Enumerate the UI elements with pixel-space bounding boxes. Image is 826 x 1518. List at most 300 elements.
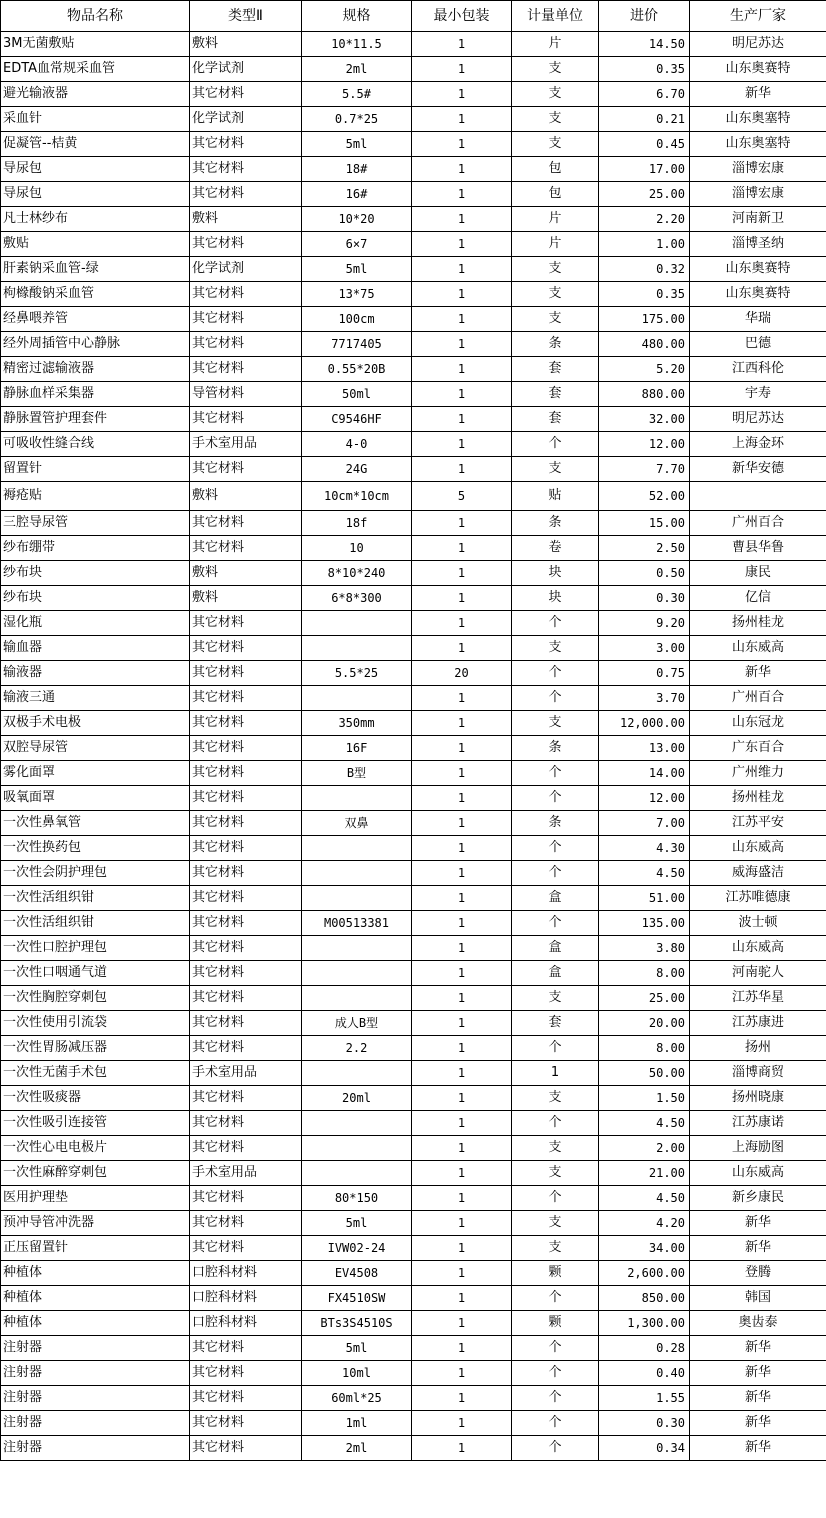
cell-type: 化学试剂 bbox=[190, 107, 302, 132]
cell-type: 化学试剂 bbox=[190, 257, 302, 282]
cell-unit: 颗 bbox=[512, 1261, 599, 1286]
cell-minpack: 1 bbox=[412, 711, 512, 736]
cell-minpack: 1 bbox=[412, 82, 512, 107]
cell-manufacturer: 扬州 bbox=[690, 1036, 826, 1061]
cell-unit: 片 bbox=[512, 32, 599, 57]
cell-unit: 个 bbox=[512, 786, 599, 811]
cell-spec: 16# bbox=[302, 182, 412, 207]
cell-type: 敷料 bbox=[190, 586, 302, 611]
header-name: 物品名称 bbox=[1, 1, 190, 32]
cell-manufacturer: 淄博圣纳 bbox=[690, 232, 826, 257]
cell-spec: 350mm bbox=[302, 711, 412, 736]
table-row bbox=[1, 82, 826, 107]
cell-manufacturer: 江苏康进 bbox=[690, 1011, 826, 1036]
cell-spec: 5.5# bbox=[302, 82, 412, 107]
cell-name: 输血器 bbox=[1, 636, 190, 661]
table-row bbox=[1, 936, 826, 961]
cell-name: 输液器 bbox=[1, 661, 190, 686]
cell-manufacturer: 华瑞 bbox=[690, 307, 826, 332]
cell-manufacturer: 新乡康民 bbox=[690, 1186, 826, 1211]
cell-name: 一次性口咽通气道 bbox=[1, 961, 190, 986]
cell-type: 其它材料 bbox=[190, 282, 302, 307]
cell-unit: 卷 bbox=[512, 536, 599, 561]
cell-unit: 套 bbox=[512, 407, 599, 432]
cell-name: 一次性鼻氧管 bbox=[1, 811, 190, 836]
cell-price: 1.55 bbox=[599, 1386, 690, 1411]
cell-manufacturer: 河南驼人 bbox=[690, 961, 826, 986]
table-row bbox=[1, 307, 826, 332]
cell-type: 其它材料 bbox=[190, 786, 302, 811]
cell-manufacturer: 曹县华鲁 bbox=[690, 536, 826, 561]
cell-spec: 10 bbox=[302, 536, 412, 561]
table-row bbox=[1, 1236, 826, 1261]
cell-name: 一次性胸腔穿刺包 bbox=[1, 986, 190, 1011]
cell-unit: 套 bbox=[512, 382, 599, 407]
cell-name: 注射器 bbox=[1, 1361, 190, 1386]
cell-name: 一次性吸引连接管 bbox=[1, 1111, 190, 1136]
cell-price: 6.70 bbox=[599, 82, 690, 107]
cell-spec: 1ml bbox=[302, 1411, 412, 1436]
cell-price: 4.50 bbox=[599, 861, 690, 886]
cell-spec bbox=[302, 611, 412, 636]
cell-unit: 个 bbox=[512, 1361, 599, 1386]
cell-name: 种植体 bbox=[1, 1261, 190, 1286]
cell-name: 注射器 bbox=[1, 1336, 190, 1361]
cell-manufacturer: 淄博宏康 bbox=[690, 157, 826, 182]
cell-unit: 个 bbox=[512, 861, 599, 886]
cell-manufacturer: 扬州桂龙 bbox=[690, 611, 826, 636]
cell-minpack: 20 bbox=[412, 661, 512, 686]
cell-name: 湿化瓶 bbox=[1, 611, 190, 636]
cell-price: 12,000.00 bbox=[599, 711, 690, 736]
cell-unit: 个 bbox=[512, 1111, 599, 1136]
table-row bbox=[1, 57, 826, 82]
table-row bbox=[1, 761, 826, 786]
cell-spec bbox=[302, 686, 412, 711]
table-row bbox=[1, 232, 826, 257]
cell-type: 其它材料 bbox=[190, 157, 302, 182]
cell-manufacturer: 河南新卫 bbox=[690, 207, 826, 232]
cell-name: 注射器 bbox=[1, 1436, 190, 1461]
cell-price: 12.00 bbox=[599, 786, 690, 811]
cell-price: 0.34 bbox=[599, 1436, 690, 1461]
cell-minpack: 1 bbox=[412, 307, 512, 332]
cell-spec: 成人B型 bbox=[302, 1011, 412, 1036]
cell-spec bbox=[302, 636, 412, 661]
cell-minpack: 1 bbox=[412, 1286, 512, 1311]
table-row bbox=[1, 736, 826, 761]
cell-type: 其它材料 bbox=[190, 1011, 302, 1036]
cell-type: 其它材料 bbox=[190, 1236, 302, 1261]
cell-manufacturer: 新华 bbox=[690, 1361, 826, 1386]
table-row bbox=[1, 511, 826, 536]
cell-unit: 块 bbox=[512, 586, 599, 611]
cell-manufacturer: 威海盛洁 bbox=[690, 861, 826, 886]
cell-spec: 10*11.5 bbox=[302, 32, 412, 57]
cell-manufacturer: 淄博宏康 bbox=[690, 182, 826, 207]
cell-type: 其它材料 bbox=[190, 1336, 302, 1361]
cell-minpack: 1 bbox=[412, 1261, 512, 1286]
cell-price: 0.21 bbox=[599, 107, 690, 132]
cell-price: 850.00 bbox=[599, 1286, 690, 1311]
cell-name: 一次性心电电极片 bbox=[1, 1136, 190, 1161]
cell-name: 3M无菌敷贴 bbox=[1, 32, 190, 57]
cell-type: 手术室用品 bbox=[190, 432, 302, 457]
cell-price: 0.40 bbox=[599, 1361, 690, 1386]
cell-type: 其它材料 bbox=[190, 861, 302, 886]
cell-price: 1.00 bbox=[599, 232, 690, 257]
cell-manufacturer: 山东奥赛特 bbox=[690, 282, 826, 307]
cell-unit: 支 bbox=[512, 1161, 599, 1186]
cell-type: 其它材料 bbox=[190, 1111, 302, 1136]
table-row bbox=[1, 382, 826, 407]
cell-unit: 支 bbox=[512, 711, 599, 736]
cell-name: 褥疮贴 bbox=[1, 482, 190, 511]
cell-manufacturer: 康民 bbox=[690, 561, 826, 586]
cell-type: 口腔科材料 bbox=[190, 1286, 302, 1311]
table-row bbox=[1, 482, 826, 511]
table-row bbox=[1, 407, 826, 432]
cell-spec: 10ml bbox=[302, 1361, 412, 1386]
cell-unit: 片 bbox=[512, 207, 599, 232]
cell-minpack: 1 bbox=[412, 107, 512, 132]
cell-type: 其它材料 bbox=[190, 357, 302, 382]
table-row bbox=[1, 686, 826, 711]
cell-manufacturer: 新华 bbox=[690, 82, 826, 107]
cell-type: 其它材料 bbox=[190, 332, 302, 357]
cell-unit: 颗 bbox=[512, 1311, 599, 1336]
cell-minpack: 1 bbox=[412, 1161, 512, 1186]
table-row bbox=[1, 157, 826, 182]
cell-unit: 支 bbox=[512, 1211, 599, 1236]
cell-minpack: 1 bbox=[412, 811, 512, 836]
cell-unit: 支 bbox=[512, 1136, 599, 1161]
cell-manufacturer: 新华 bbox=[690, 1336, 826, 1361]
cell-manufacturer: 新华 bbox=[690, 1211, 826, 1236]
cell-manufacturer: 扬州桂龙 bbox=[690, 786, 826, 811]
cell-price: 0.32 bbox=[599, 257, 690, 282]
cell-unit: 支 bbox=[512, 282, 599, 307]
cell-unit: 套 bbox=[512, 1011, 599, 1036]
cell-type: 其它材料 bbox=[190, 1436, 302, 1461]
cell-unit: 包 bbox=[512, 182, 599, 207]
cell-type: 手术室用品 bbox=[190, 1161, 302, 1186]
cell-name: 纱布块 bbox=[1, 561, 190, 586]
header-row bbox=[1, 1, 826, 32]
table-row bbox=[1, 1036, 826, 1061]
cell-price: 3.00 bbox=[599, 636, 690, 661]
cell-minpack: 1 bbox=[412, 1111, 512, 1136]
cell-type: 其它材料 bbox=[190, 611, 302, 636]
cell-manufacturer: 江苏平安 bbox=[690, 811, 826, 836]
cell-price: 34.00 bbox=[599, 1236, 690, 1261]
cell-price: 2,600.00 bbox=[599, 1261, 690, 1286]
cell-name: 纱布绷带 bbox=[1, 536, 190, 561]
cell-price: 4.50 bbox=[599, 1186, 690, 1211]
cell-minpack: 1 bbox=[412, 961, 512, 986]
cell-unit: 块 bbox=[512, 561, 599, 586]
cell-minpack: 1 bbox=[412, 1136, 512, 1161]
cell-price: 12.00 bbox=[599, 432, 690, 457]
cell-minpack: 1 bbox=[412, 1036, 512, 1061]
cell-spec: 5ml bbox=[302, 1336, 412, 1361]
table-row bbox=[1, 711, 826, 736]
cell-type: 敷料 bbox=[190, 561, 302, 586]
cell-name: 医用护理垫 bbox=[1, 1186, 190, 1211]
cell-name: 一次性会阴护理包 bbox=[1, 861, 190, 886]
cell-spec bbox=[302, 836, 412, 861]
table-row bbox=[1, 861, 826, 886]
cell-spec: 0.55*20B bbox=[302, 357, 412, 382]
cell-minpack: 1 bbox=[412, 911, 512, 936]
cell-price: 1,300.00 bbox=[599, 1311, 690, 1336]
cell-unit: 条 bbox=[512, 811, 599, 836]
cell-spec bbox=[302, 986, 412, 1011]
cell-price: 25.00 bbox=[599, 986, 690, 1011]
cell-name: 种植体 bbox=[1, 1311, 190, 1336]
cell-price: 0.28 bbox=[599, 1336, 690, 1361]
cell-spec: 4-0 bbox=[302, 432, 412, 457]
cell-minpack: 1 bbox=[412, 182, 512, 207]
cell-type: 其它材料 bbox=[190, 1036, 302, 1061]
cell-minpack: 1 bbox=[412, 786, 512, 811]
cell-minpack: 1 bbox=[412, 332, 512, 357]
cell-spec bbox=[302, 1136, 412, 1161]
cell-name: 种植体 bbox=[1, 1286, 190, 1311]
cell-minpack: 1 bbox=[412, 1436, 512, 1461]
cell-name: 留置针 bbox=[1, 457, 190, 482]
cell-minpack: 1 bbox=[412, 1236, 512, 1261]
cell-unit: 支 bbox=[512, 82, 599, 107]
cell-minpack: 1 bbox=[412, 457, 512, 482]
cell-unit: 个 bbox=[512, 761, 599, 786]
cell-minpack: 1 bbox=[412, 1086, 512, 1111]
cell-unit: 条 bbox=[512, 511, 599, 536]
cell-name: 经外周插管中心静脉 bbox=[1, 332, 190, 357]
cell-price: 7.00 bbox=[599, 811, 690, 836]
cell-manufacturer: 山东奥赛特 bbox=[690, 257, 826, 282]
table-row bbox=[1, 282, 826, 307]
cell-manufacturer: 山东威高 bbox=[690, 636, 826, 661]
cell-minpack: 1 bbox=[412, 561, 512, 586]
table-row bbox=[1, 786, 826, 811]
cell-price: 4.50 bbox=[599, 1111, 690, 1136]
cell-name: 吸氧面罩 bbox=[1, 786, 190, 811]
cell-manufacturer: 新华 bbox=[690, 1411, 826, 1436]
cell-spec: 50ml bbox=[302, 382, 412, 407]
cell-spec: 60ml*25 bbox=[302, 1386, 412, 1411]
cell-name: 一次性使用引流袋 bbox=[1, 1011, 190, 1036]
cell-type: 敷料 bbox=[190, 207, 302, 232]
cell-spec: FX4510SW bbox=[302, 1286, 412, 1311]
cell-unit: 个 bbox=[512, 1186, 599, 1211]
cell-spec: 80*150 bbox=[302, 1186, 412, 1211]
cell-price: 8.00 bbox=[599, 961, 690, 986]
cell-spec: C9546HF bbox=[302, 407, 412, 432]
cell-price: 135.00 bbox=[599, 911, 690, 936]
cell-unit: 个 bbox=[512, 1286, 599, 1311]
cell-unit: 支 bbox=[512, 986, 599, 1011]
cell-type: 其它材料 bbox=[190, 661, 302, 686]
cell-minpack: 1 bbox=[412, 1336, 512, 1361]
cell-minpack: 1 bbox=[412, 611, 512, 636]
cell-manufacturer: 新华安德 bbox=[690, 457, 826, 482]
cell-unit: 条 bbox=[512, 332, 599, 357]
cell-name: 一次性活组织钳 bbox=[1, 911, 190, 936]
cell-price: 20.00 bbox=[599, 1011, 690, 1036]
cell-minpack: 1 bbox=[412, 861, 512, 886]
cell-name: 纱布块 bbox=[1, 586, 190, 611]
cell-type: 其它材料 bbox=[190, 1211, 302, 1236]
cell-name: 一次性麻醉穿刺包 bbox=[1, 1161, 190, 1186]
cell-price: 52.00 bbox=[599, 482, 690, 511]
cell-minpack: 1 bbox=[412, 1311, 512, 1336]
cell-price: 4.30 bbox=[599, 836, 690, 861]
cell-unit: 盒 bbox=[512, 936, 599, 961]
cell-spec: 5.5*25 bbox=[302, 661, 412, 686]
table-row bbox=[1, 1386, 826, 1411]
cell-type: 化学试剂 bbox=[190, 57, 302, 82]
cell-name: 肝素钠采血管-绿 bbox=[1, 257, 190, 282]
table-row bbox=[1, 432, 826, 457]
cell-manufacturer: 广州百合 bbox=[690, 511, 826, 536]
cell-price: 0.45 bbox=[599, 132, 690, 157]
cell-manufacturer: 山东威高 bbox=[690, 1161, 826, 1186]
cell-price: 32.00 bbox=[599, 407, 690, 432]
cell-type: 其它材料 bbox=[190, 1086, 302, 1111]
table-row bbox=[1, 561, 826, 586]
cell-name: 导尿包 bbox=[1, 182, 190, 207]
cell-unit: 片 bbox=[512, 232, 599, 257]
cell-spec bbox=[302, 936, 412, 961]
cell-name: 一次性口腔护理包 bbox=[1, 936, 190, 961]
cell-name: 经鼻喂养管 bbox=[1, 307, 190, 332]
cell-unit: 支 bbox=[512, 57, 599, 82]
cell-manufacturer: 江苏康诺 bbox=[690, 1111, 826, 1136]
cell-spec bbox=[302, 1111, 412, 1136]
cell-unit: 盒 bbox=[512, 961, 599, 986]
cell-manufacturer: 新华 bbox=[690, 1436, 826, 1461]
cell-price: 13.00 bbox=[599, 736, 690, 761]
table-row bbox=[1, 1261, 826, 1286]
cell-price: 50.00 bbox=[599, 1061, 690, 1086]
cell-type: 其它材料 bbox=[190, 132, 302, 157]
table-row bbox=[1, 536, 826, 561]
cell-manufacturer: 江西科伦 bbox=[690, 357, 826, 382]
cell-spec bbox=[302, 1161, 412, 1186]
cell-price: 1.50 bbox=[599, 1086, 690, 1111]
cell-name: 可吸收性缝合线 bbox=[1, 432, 190, 457]
cell-name: 正压留置针 bbox=[1, 1236, 190, 1261]
header-price: 进价 bbox=[599, 1, 690, 32]
cell-manufacturer: 山东奥塞特 bbox=[690, 107, 826, 132]
cell-name: 一次性无菌手术包 bbox=[1, 1061, 190, 1086]
cell-manufacturer: 波士顿 bbox=[690, 911, 826, 936]
cell-minpack: 1 bbox=[412, 232, 512, 257]
cell-minpack: 1 bbox=[412, 1011, 512, 1036]
cell-spec: 18# bbox=[302, 157, 412, 182]
cell-type: 其它材料 bbox=[190, 511, 302, 536]
cell-unit: 盒 bbox=[512, 886, 599, 911]
cell-type: 敷料 bbox=[190, 482, 302, 511]
table-row bbox=[1, 1186, 826, 1211]
cell-name: 精密过滤输液器 bbox=[1, 357, 190, 382]
cell-spec: 10*20 bbox=[302, 207, 412, 232]
table-row bbox=[1, 207, 826, 232]
cell-manufacturer: 明尼苏达 bbox=[690, 32, 826, 57]
cell-spec: EV4508 bbox=[302, 1261, 412, 1286]
cell-unit: 个 bbox=[512, 686, 599, 711]
cell-spec: B型 bbox=[302, 761, 412, 786]
cell-manufacturer: 登腾 bbox=[690, 1261, 826, 1286]
cell-name: 双腔导尿管 bbox=[1, 736, 190, 761]
cell-minpack: 1 bbox=[412, 57, 512, 82]
cell-name: 导尿包 bbox=[1, 157, 190, 182]
table-row bbox=[1, 457, 826, 482]
cell-price: 3.80 bbox=[599, 936, 690, 961]
cell-name: 一次性换药包 bbox=[1, 836, 190, 861]
cell-manufacturer: 宇寿 bbox=[690, 382, 826, 407]
table-row bbox=[1, 32, 826, 57]
cell-spec: 6*8*300 bbox=[302, 586, 412, 611]
cell-name: 一次性活组织钳 bbox=[1, 886, 190, 911]
cell-manufacturer: 上海励图 bbox=[690, 1136, 826, 1161]
cell-price: 0.50 bbox=[599, 561, 690, 586]
cell-type: 其它材料 bbox=[190, 936, 302, 961]
table-row bbox=[1, 811, 826, 836]
cell-spec bbox=[302, 886, 412, 911]
cell-unit: 个 bbox=[512, 611, 599, 636]
table-row bbox=[1, 986, 826, 1011]
table-row bbox=[1, 961, 826, 986]
cell-type: 其它材料 bbox=[190, 1411, 302, 1436]
cell-manufacturer: 亿信 bbox=[690, 586, 826, 611]
cell-spec: 2ml bbox=[302, 57, 412, 82]
cell-type: 其它材料 bbox=[190, 457, 302, 482]
cell-minpack: 1 bbox=[412, 636, 512, 661]
table-row bbox=[1, 182, 826, 207]
cell-price: 3.70 bbox=[599, 686, 690, 711]
table-row bbox=[1, 586, 826, 611]
cell-minpack: 1 bbox=[412, 736, 512, 761]
cell-name: 注射器 bbox=[1, 1386, 190, 1411]
header-type: 类型Ⅱ bbox=[190, 1, 302, 32]
cell-price: 15.00 bbox=[599, 511, 690, 536]
cell-minpack: 1 bbox=[412, 1061, 512, 1086]
table-row bbox=[1, 611, 826, 636]
cell-spec: 6×7 bbox=[302, 232, 412, 257]
cell-unit: 支 bbox=[512, 132, 599, 157]
cell-minpack: 1 bbox=[412, 1386, 512, 1411]
cell-type: 口腔科材料 bbox=[190, 1261, 302, 1286]
table-row bbox=[1, 661, 826, 686]
cell-unit: 贴 bbox=[512, 482, 599, 511]
cell-name: 注射器 bbox=[1, 1411, 190, 1436]
cell-unit: 支 bbox=[512, 457, 599, 482]
cell-type: 其它材料 bbox=[190, 736, 302, 761]
table-row bbox=[1, 1411, 826, 1436]
cell-minpack: 1 bbox=[412, 132, 512, 157]
cell-type: 其它材料 bbox=[190, 307, 302, 332]
cell-price: 51.00 bbox=[599, 886, 690, 911]
header-minpack: 最小包装 bbox=[412, 1, 512, 32]
cell-spec: 5ml bbox=[302, 257, 412, 282]
cell-unit: 套 bbox=[512, 357, 599, 382]
header-manufacturer: 生产厂家 bbox=[690, 1, 826, 32]
cell-spec: 100cm bbox=[302, 307, 412, 332]
table-body bbox=[1, 32, 826, 1461]
table-row bbox=[1, 1436, 826, 1461]
